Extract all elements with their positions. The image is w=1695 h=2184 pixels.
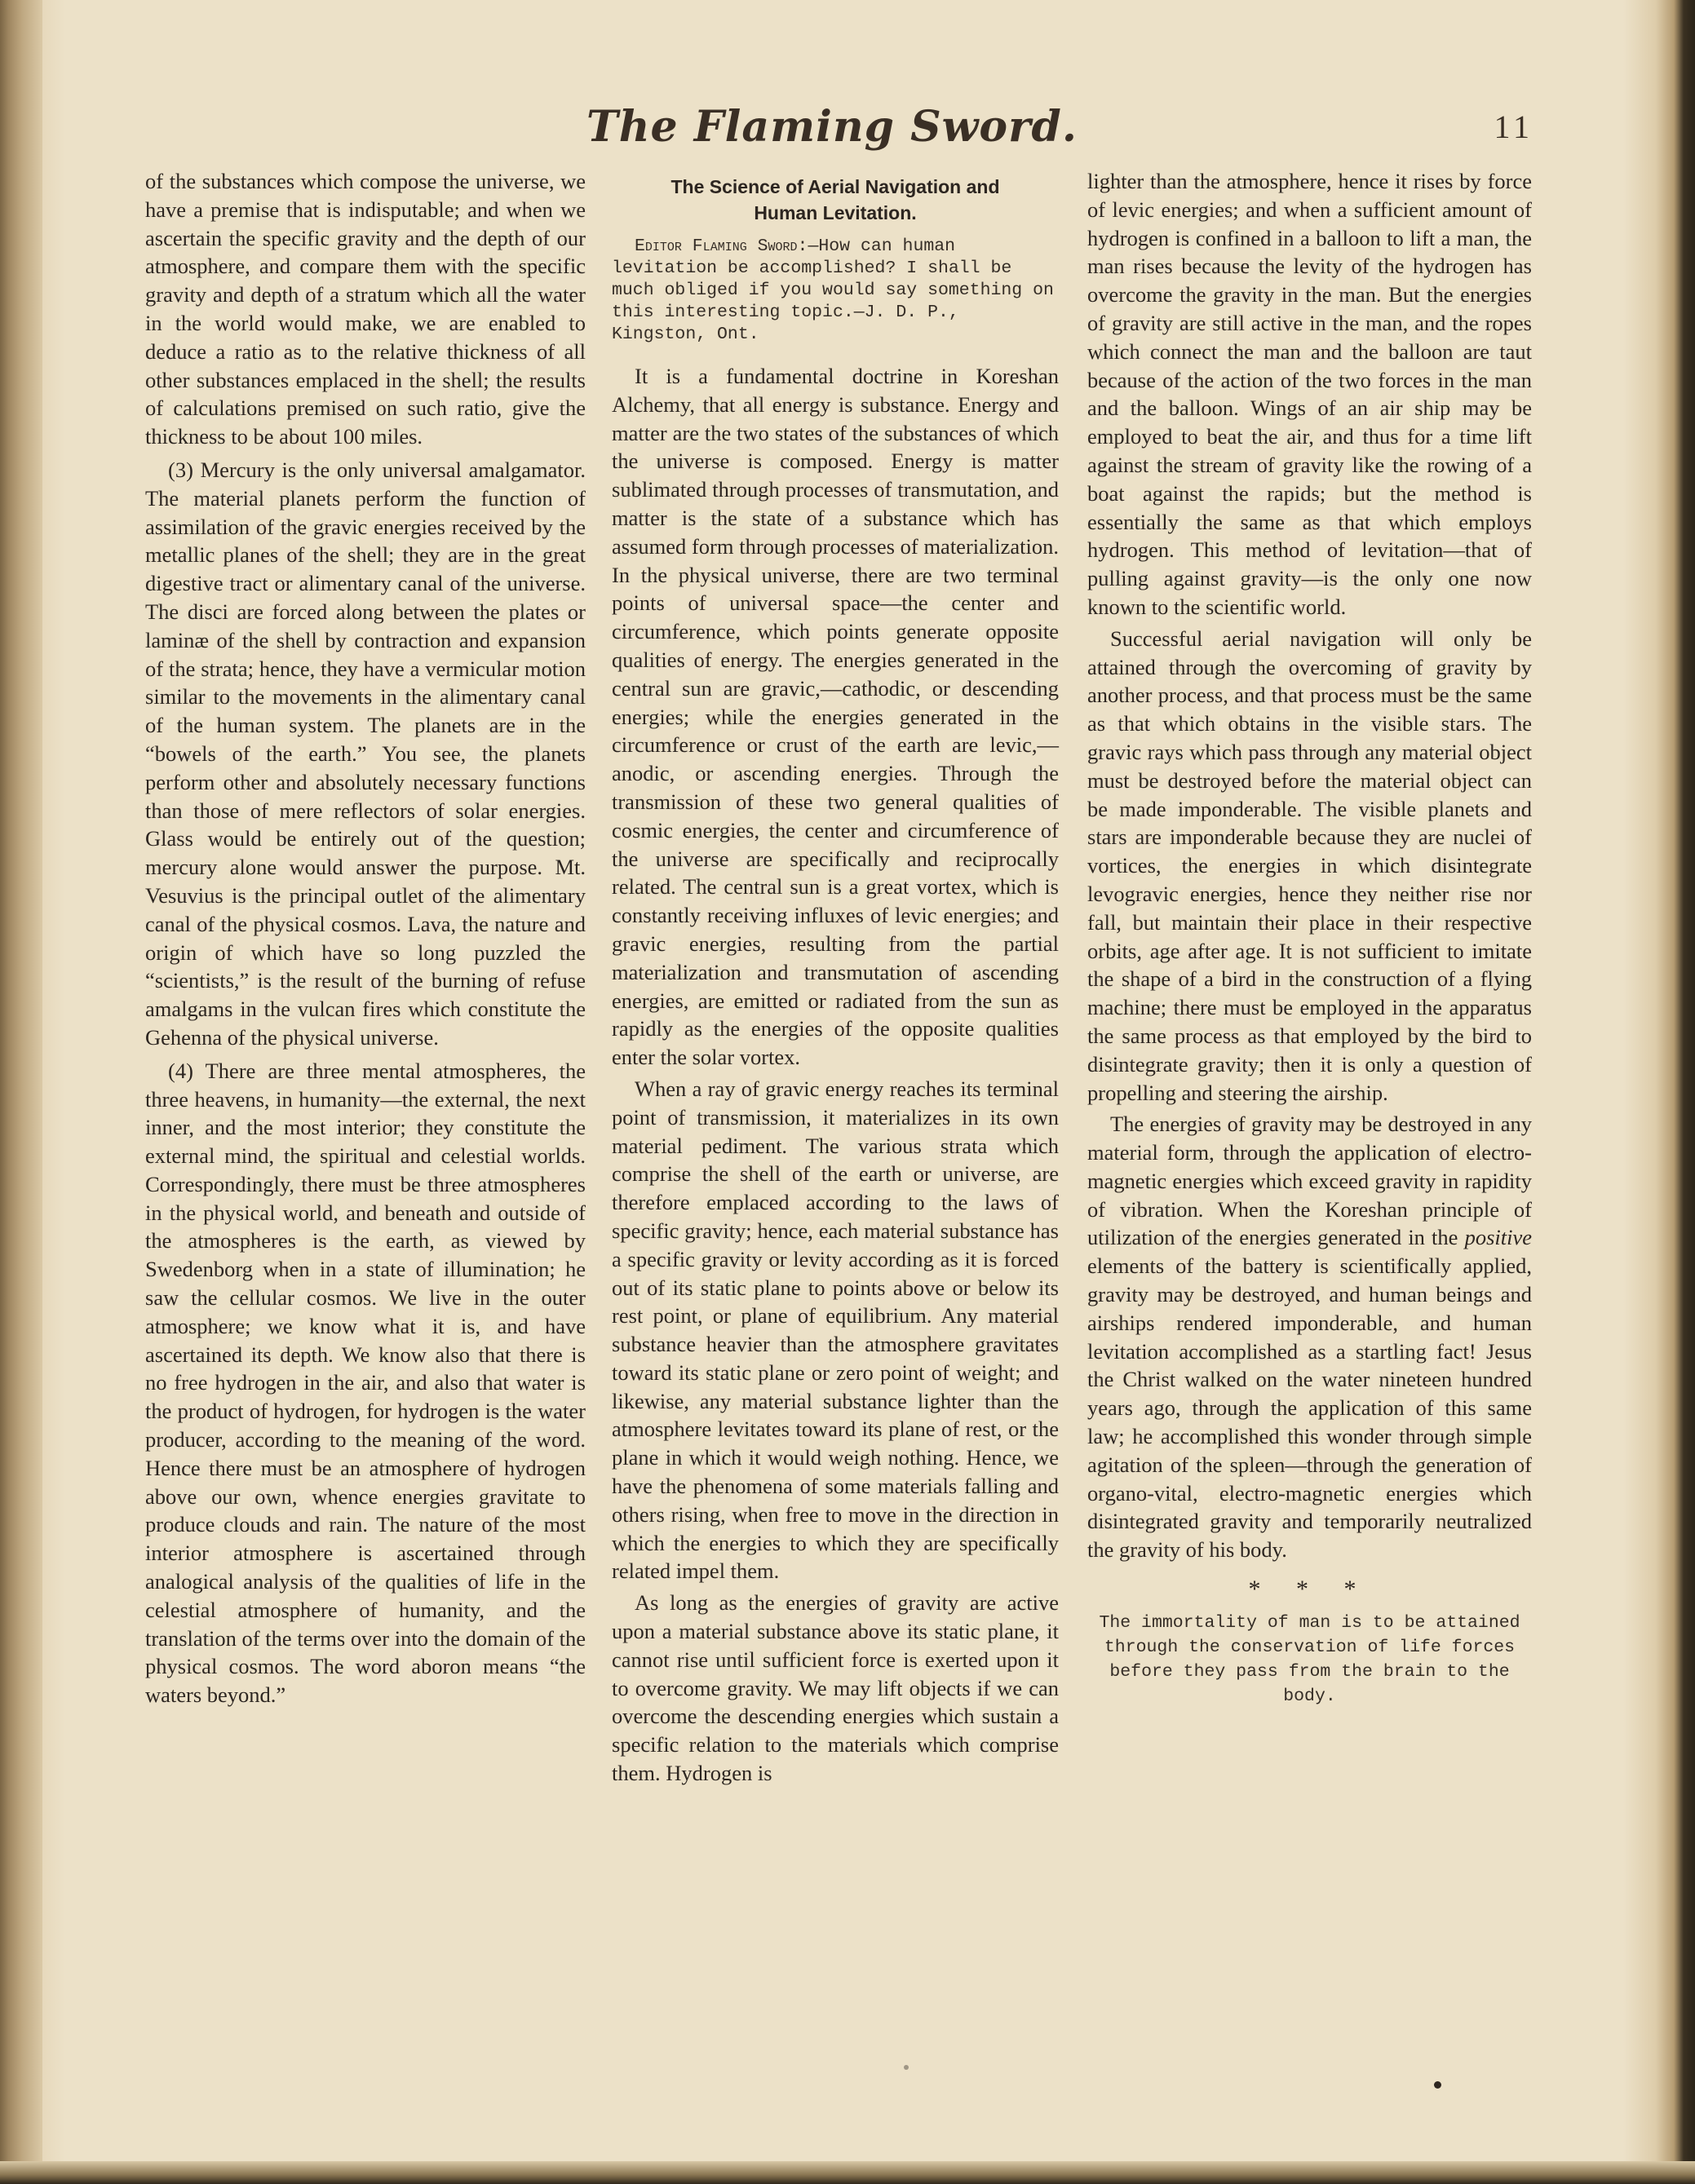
page-bottom-edge <box>0 2161 1695 2184</box>
ink-spot <box>904 2065 909 2070</box>
paragraph: of the substances which compose the universe, we have a premise that is indisputable; and when we ascertain the specific gravity and the depth of our atmosphere, and compare them with the specific gravity and depth of a stratum which all the water in the world would make, we are enabled to deduce a ratio as to the relative thickness of all other substances emplaced in the shell; the results of calculations premised on such ratio, give the thickness to be about 100 miles. <box>145 169 586 449</box>
paragraph-text: The energies of gravity may be destroyed in any material form, through the application of electro-magnetic energies which exceed gravity in rapidity of vibration. When the Koreshan principle of utilization of the energies generated in the <box>1087 1112 1532 1250</box>
column-middle <box>612 167 1059 1788</box>
column-left <box>145 167 586 1709</box>
paragraph-text: elements of the battery is scientifically applied, gravity may be destroyed, and human beings and airships rendered imponderable, and human levitation accomplished as a startling fact! Jesus the Christ walked on the water nineteen hundred years ago, through the application of this same law; he accomplished this wonder through simple agitation of the spleen—through the generation of organo-vital, electro-magnetic energies which disintegrated gravity and temporarily neutralized the gravity of his body. <box>1087 1253 1532 1563</box>
binding-gutter-shadow <box>0 0 42 2184</box>
letter-salutation: Editor Flaming Sword: <box>635 237 808 256</box>
asterism-divider: * * * <box>1248 1576 1371 1603</box>
letter-body: —How can human levitation be accomplished? I shall be much obliged if you would say something on this interesting topic.—J. D. P., Kingston, Ont. <box>612 237 1054 344</box>
article-title-line: The Science of Aerial Navigation and <box>670 176 1000 197</box>
masthead: The Flaming Sword. <box>586 102 1078 152</box>
paragraph: It is a fundamental doctrine in Koreshan Alchemy, that all energy is substance. Energy and matter are the two states of the substances of which the universe is composed. Energy is matter sublimated through processes of transmutation, and matter is the state of a substance which has assumed form through processes of materialization. In the physical universe, there are two terminal points of universal space—the center and circumference, which points generate opposite qualities of energy. The energies generated in the central sun are gravic,—cathodic, or descending energies; while the energies generated in the circumference or crust of the earth are levic,—anodic, or ascending energies. Through the transmission of these two general qualities of cosmic energies, the center and circumference of the universe are specifically and reciprocally related. The central sun is a great vortex, which is constantly receiving influxes of levic energies; and gravic energies, resulting from the partial materialization and transmutation of ascending energies, are emitted or radiated from the sun as rapidly as the energies of the opposite qualities enter the solar vortex. <box>612 364 1059 1070</box>
article-title <box>612 174 1059 226</box>
reader-letter <box>612 236 1059 346</box>
closing-note: The immortality of man is to be attained through the conservation of life forces before they pass from the brain to the body. <box>1099 1612 1520 1706</box>
article-title-line: Human Levitation. <box>754 202 917 223</box>
paragraph: When a ray of gravic energy reaches its terminal point of transmission, it materializes in its own material pediment. The various strata which comprise the shell of the earth or universe, are therefore emplaced according to the laws of specific gravity; hence, each material substance has a specific gravity or levity according as it is forced out of its static plane to points above or below its rest point, or plane of equilibrium. Any material substance heavier than the atmosphere gravitates toward its static plane or zero point of weight; and likewise, any material substance lighter than the atmosphere levitates toward its plane of rest, or the plane in which it would weigh nothing. Hence, we have the phenomena of some materials falling and others rising, when free to move in the direction in which the energies to which they are specifically related impel them. <box>612 1076 1059 1584</box>
paragraph: (4) There are three mental atmospheres, the three heavens, in humanity—the external, the next inner, and the most interior; they constitute the external mind, the spiritual and celestial worlds. Correspondingly, there must be three atmospheres in the physical world, and beneath and outside of the atmospheres is the earth, as viewed by Swedenborg when in a state of illumination; he saw the cellular cosmos. We live in the outer atmosphere; we know what it is, and have ascertained its depth. We know also that there is no free hydrogen in the air, and also that water is the product of hydrogen, for hydrogen is the water producer, according to the meaning of the word. Hence there must be an atmosphere of hydrogen above our own, whence energies gravitate to produce clouds and rain. The nature of the most interior atmosphere is ascertained through analogical analysis of the qualities of life in the celestial atmosphere of humanity, and the translation of the terms over into the domain of the physical cosmos. The word aboron means “the waters beyond.” <box>145 1058 586 1708</box>
paragraph <box>1087 1110 1532 1564</box>
paragraph: As long as the energies of gravity are active upon a material substance above its static plane, it cannot rise until sufficient force is exerted upon it to overcome gravity. We may lift objects if we can overcome the descending energies which sustain a specific relation to the materials which comprise them. Hydrogen is <box>612 1590 1059 1786</box>
ink-spot <box>1434 2081 1441 2089</box>
paragraph: Successful aerial navigation will only be attained through the overcoming of gravity by another process, and that process must be the same as that which obtains in the visible stars. The gravic rays which pass through any material object must be destroyed before the material object can be made imponderable. The visible planets and stars are imponderable because they are nuclei of vortices, the energies in which disintegrate levogravic energies, hence they neither rise nor fall, but maintain their place in their respective orbits, age after age. It is not sufficient to imitate the shape of a bird in the construction of a flying machine; there must be employed in the apparatus the same process as that employed by the bird to disintegrate gravity; then it is only a question of propelling and steering the airship. <box>1087 626 1532 1105</box>
paragraph: (3) Mercury is the only universal amalgamator. The material planets perform the function of assimilation of the gravic energies received by the metallic planes of the shell; they are in the great digestive tract or alimentary canal of the universe. The disci are forced along between the plates or laminæ of the shell by contraction and expansion of the strata; hence, they have a vermicular motion similar to the movements in the alimentary canal of the human system. The planets are in the “bowels of the earth.” You see, the planets perform other and absolutely necessary functions than those of mere reflectors of solar energies. Glass would be entirely out of the question; mercury alone would answer the purpose. Mt. Vesuvius is the principal outlet of the alimentary canal of the physical cosmos. Lava, the nature and origin of which have so long puzzled the “scientists,” is the result of the burning of refuse amalgams in the vulcan fires which constitute the Gehenna of the physical universe. <box>145 457 586 1050</box>
paragraph: lighter than the atmosphere, hence it rises by force of levic energies; and when a sufficient amount of hydrogen is confined in a balloon to lift a man, the man rises because the levity of the hydrogen has overcome the gravity in the man. But the energies of gravity are still active in the man, and the ropes which connect the man and the balloon are taut because of the action of the two forces in the man and the balloon. Wings of an air ship may be employed to beat the air, and thus for a time lift against the stream of gravity like the rowing of a boat against the rapids; but the method is essentially the same as that which employs hydrogen. This method of levitation—that of pulling against gravity—is the only one now known to the scientific world. <box>1087 169 1532 619</box>
emphasis-text: positive <box>1464 1225 1532 1250</box>
column-right <box>1087 167 1532 1709</box>
page-number: 11 <box>1494 108 1533 145</box>
